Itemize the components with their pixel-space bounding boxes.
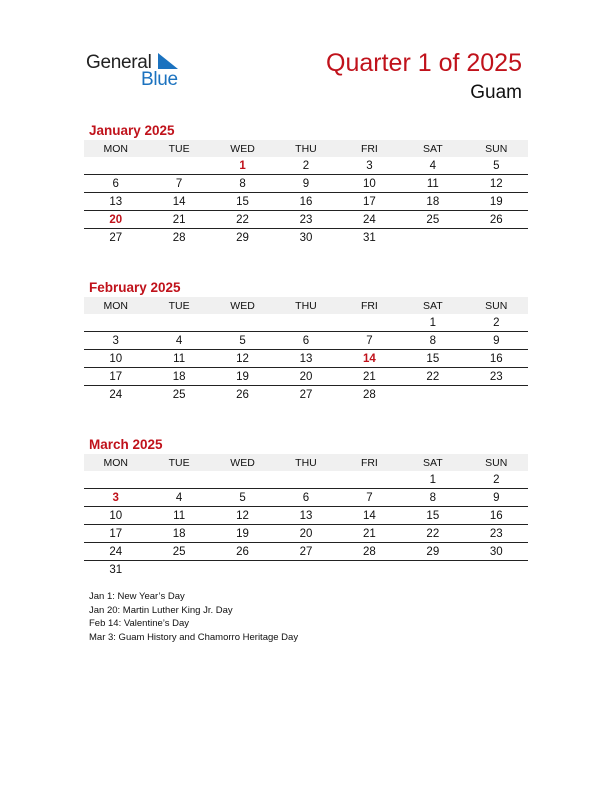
- day-cell: 31: [109, 563, 123, 576]
- holiday-note: Feb 14: Valentine’s Day: [89, 618, 189, 629]
- holiday-note: Jan 1: New Year’s Day: [89, 591, 185, 602]
- day-cell: 27: [274, 543, 337, 561]
- weekday-header-row: [84, 454, 528, 471]
- day-cell: 30: [465, 543, 528, 561]
- week-row: [84, 350, 528, 368]
- logo-text-blue: Blue: [141, 69, 178, 90]
- weekday-header: TUE: [147, 140, 210, 157]
- day-cell: [274, 561, 337, 579]
- day-cell: 25: [401, 211, 464, 229]
- day-cell: 17: [84, 368, 147, 386]
- day-cell: 25: [147, 543, 210, 561]
- day-cell: 16: [274, 193, 337, 211]
- day-cell: 10: [84, 507, 147, 525]
- day-cell: 20: [274, 525, 337, 543]
- day-cell: [274, 314, 337, 332]
- week-row: [84, 525, 528, 543]
- day-cell: 27: [109, 231, 123, 244]
- week-row: [84, 471, 528, 489]
- month-title: January 2025: [89, 123, 175, 138]
- day-cell: 1: [211, 157, 274, 175]
- day-cell: 21: [338, 525, 401, 543]
- day-cell: [338, 314, 401, 332]
- month-title: March 2025: [89, 437, 163, 452]
- day-cell: 27: [299, 388, 313, 401]
- day-cell: 26: [236, 388, 249, 401]
- calendar-grid: [84, 140, 528, 246]
- day-cell: 10: [84, 350, 147, 368]
- week-row: [84, 314, 528, 332]
- day-cell: 28: [338, 543, 401, 561]
- day-cell: 11: [401, 175, 464, 193]
- weekday-header: SUN: [465, 297, 528, 314]
- day-cell: [84, 157, 147, 175]
- day-cell: [211, 471, 274, 489]
- day-cell: 5: [211, 332, 274, 350]
- day-cell: 6: [274, 332, 337, 350]
- day-cell: 22: [211, 211, 274, 229]
- week-row: [84, 561, 528, 579]
- day-cell: 14: [338, 350, 401, 368]
- logo-text-general: General: [86, 52, 152, 73]
- page-title: Quarter 1 of 2025: [326, 49, 522, 77]
- day-cell: [465, 229, 528, 247]
- day-cell: 15: [211, 193, 274, 211]
- day-cell: 17: [84, 525, 147, 543]
- day-cell: 18: [147, 525, 210, 543]
- day-cell: 6: [84, 175, 147, 193]
- day-cell: [338, 471, 401, 489]
- day-cell: [84, 314, 147, 332]
- day-cell: 20: [274, 368, 337, 386]
- weekday-header: SAT: [401, 140, 464, 157]
- day-cell: 20: [84, 211, 147, 229]
- day-cell: 15: [401, 507, 464, 525]
- day-cell: [401, 561, 464, 579]
- day-cell: 13: [274, 350, 337, 368]
- day-cell: 13: [84, 193, 147, 211]
- weekday-header: TUE: [147, 297, 210, 314]
- day-cell: [401, 386, 464, 404]
- day-cell: 9: [274, 175, 337, 193]
- day-cell: [465, 561, 528, 579]
- day-cell: [211, 561, 274, 579]
- day-cell: [274, 471, 337, 489]
- day-cell: 10: [338, 175, 401, 193]
- week-row: [84, 193, 528, 211]
- day-cell: 28: [363, 388, 376, 401]
- day-cell: 30: [299, 231, 313, 244]
- day-cell: 9: [465, 332, 528, 350]
- day-cell: 11: [147, 350, 210, 368]
- day-cell: [147, 471, 210, 489]
- day-cell: 24: [338, 211, 401, 229]
- weekday-header: TUE: [147, 454, 210, 471]
- day-cell: 7: [338, 489, 401, 507]
- day-cell: 4: [147, 332, 210, 350]
- weekday-header: FRI: [338, 454, 401, 471]
- day-cell: 7: [147, 175, 210, 193]
- day-cell: 25: [172, 388, 186, 401]
- weekday-header: MON: [84, 140, 147, 157]
- day-cell: 4: [147, 489, 210, 507]
- day-cell: [401, 229, 464, 247]
- day-cell: 22: [401, 368, 464, 386]
- day-cell: [338, 561, 401, 579]
- day-cell: 5: [211, 489, 274, 507]
- week-row: [84, 507, 528, 525]
- month-march: [84, 436, 528, 578]
- month-february: [84, 279, 528, 403]
- day-cell: 16: [465, 507, 528, 525]
- day-cell: 14: [147, 193, 210, 211]
- holiday-notes: [89, 590, 298, 644]
- month-january: [84, 122, 528, 246]
- calendar-grid: [84, 297, 528, 403]
- week-row: [84, 229, 528, 247]
- day-cell: [465, 386, 528, 404]
- day-cell: 15: [401, 350, 464, 368]
- day-cell: 3: [84, 489, 147, 507]
- day-cell: 13: [274, 507, 337, 525]
- weekday-header: THU: [274, 140, 337, 157]
- weekday-header: SUN: [465, 140, 528, 157]
- day-cell: 12: [211, 507, 274, 525]
- weekday-header: FRI: [338, 140, 401, 157]
- day-cell: 17: [338, 193, 401, 211]
- day-cell: 19: [465, 193, 528, 211]
- weekday-header: WED: [211, 140, 274, 157]
- weekday-header: SAT: [401, 454, 464, 471]
- day-cell: 3: [84, 332, 147, 350]
- holiday-note: Jan 20: Martin Luther King Jr. Day: [89, 604, 233, 616]
- page-subtitle: Guam: [470, 82, 522, 103]
- week-row: [84, 368, 528, 386]
- weekday-header: SUN: [465, 454, 528, 471]
- day-cell: 8: [401, 489, 464, 507]
- day-cell: 2: [465, 471, 528, 489]
- day-cell: 21: [147, 211, 210, 229]
- day-cell: 23: [274, 211, 337, 229]
- day-cell: [147, 157, 210, 175]
- day-cell: 24: [84, 543, 147, 561]
- day-cell: 29: [236, 231, 249, 244]
- day-cell: 21: [338, 368, 401, 386]
- day-cell: 1: [401, 471, 464, 489]
- weekday-header: SAT: [401, 297, 464, 314]
- week-row: [84, 157, 528, 175]
- day-cell: 7: [338, 332, 401, 350]
- weekday-header: FRI: [338, 297, 401, 314]
- day-cell: 18: [147, 368, 210, 386]
- day-cell: 16: [465, 350, 528, 368]
- day-cell: [84, 471, 147, 489]
- day-cell: [147, 561, 210, 579]
- weekday-header: THU: [274, 454, 337, 471]
- day-cell: [147, 314, 210, 332]
- day-cell: 6: [274, 489, 337, 507]
- day-cell: 8: [401, 332, 464, 350]
- week-row: [84, 332, 528, 350]
- month-title: February 2025: [89, 280, 181, 295]
- day-cell: 2: [465, 314, 528, 332]
- day-cell: 29: [401, 543, 464, 561]
- weekday-header: THU: [274, 297, 337, 314]
- day-cell: 23: [465, 525, 528, 543]
- day-cell: 5: [465, 157, 528, 175]
- day-cell: 28: [172, 231, 186, 244]
- day-cell: 8: [211, 175, 274, 193]
- day-cell: 11: [147, 507, 210, 525]
- day-cell: 18: [401, 193, 464, 211]
- day-cell: 19: [211, 368, 274, 386]
- logo: [86, 52, 196, 92]
- day-cell: [211, 314, 274, 332]
- day-cell: 31: [363, 231, 376, 244]
- day-cell: 12: [465, 175, 528, 193]
- day-cell: 19: [211, 525, 274, 543]
- week-row: [84, 489, 528, 507]
- day-cell: 2: [274, 157, 337, 175]
- day-cell: 24: [109, 388, 123, 401]
- day-cell: 4: [401, 157, 464, 175]
- week-row: [84, 211, 528, 229]
- week-row: [84, 543, 528, 561]
- weekday-header-row: [84, 297, 528, 314]
- weekday-header: WED: [211, 297, 274, 314]
- weekday-header: MON: [84, 454, 147, 471]
- day-cell: 12: [211, 350, 274, 368]
- day-cell: 26: [465, 211, 528, 229]
- day-cell: 1: [401, 314, 464, 332]
- week-row: [84, 386, 528, 404]
- day-cell: 3: [338, 157, 401, 175]
- weekday-header: MON: [84, 297, 147, 314]
- day-cell: 26: [211, 543, 274, 561]
- day-cell: 22: [401, 525, 464, 543]
- holiday-note: Mar 3: Guam History and Chamorro Heritage Day: [89, 631, 299, 643]
- calendar-grid: [84, 454, 528, 578]
- week-row: [84, 175, 528, 193]
- weekday-header: WED: [211, 454, 274, 471]
- day-cell: 14: [338, 507, 401, 525]
- day-cell: 9: [465, 489, 528, 507]
- weekday-header-row: [84, 140, 528, 157]
- day-cell: 23: [465, 368, 528, 386]
